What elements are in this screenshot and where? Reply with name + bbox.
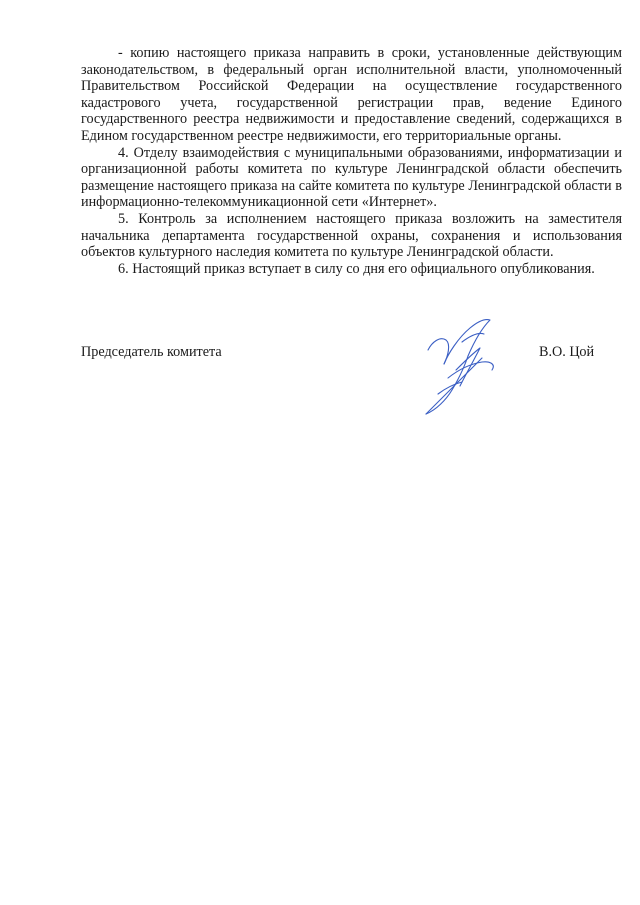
paragraph-send-copy: - копию настоящего приказа направить в сроки, установленные действующим законодательством, в федеральный орган исполнительной власти, уполномоченный Правительством Российской Федерации на осуществление государственного кадастрового учета, государственной регистрации прав, ведение Единого государственного реестра недвижимости и предоставление сведений, содержащихся в Едином государственном реестре недвижимости, его территориальные органы. [81,45,622,144]
paragraph-item-6: 6. Настоящий приказ вступает в силу со дня его официального опубликования. [118,260,595,277]
order-body [81,45,622,277]
paragraph-item-5: 5. Контроль за исполнением настоящего приказа возложить на заместителя начальника департамента государственной охраны, сохранения и использования объектов культурного наследия комитета по культуре Ленинградской области. [81,210,622,261]
paragraph-item-4: 4. Отделу взаимодействия с муниципальными образованиями, информатизации и организационной работы комитета по культуре Ленинградской области обеспечить размещение настоящего приказа на сайте комитета по культуре Ленинградской области в информационно-телекоммуникационной сети «Интернет». [81,144,622,211]
signer-title: Председатель комитета [81,344,222,360]
handwritten-signature-icon [418,312,506,418]
signer-name: В.О. Цой [539,344,595,360]
